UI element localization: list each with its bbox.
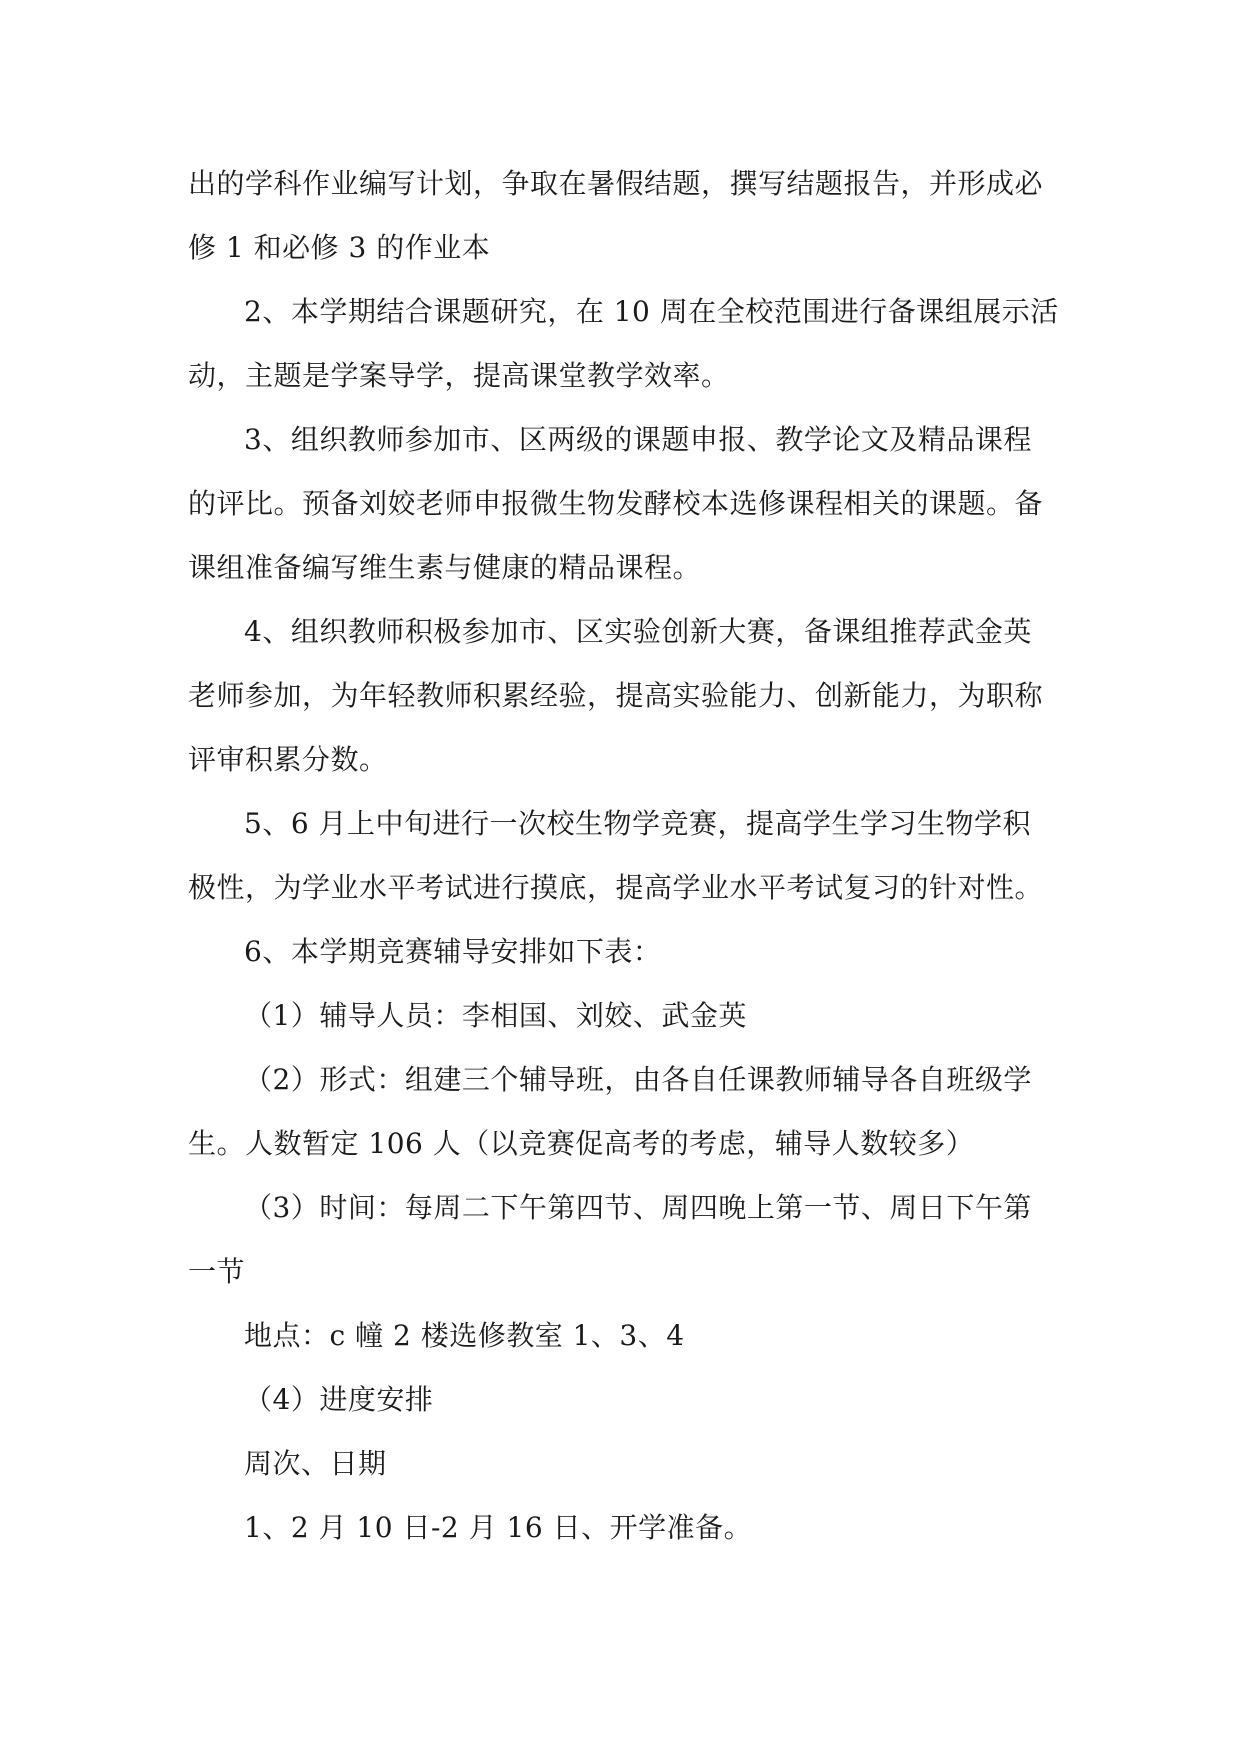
- text-line: 的评比。预备刘姣老师申报微生物发酵校本选修课程相关的课题。备: [188, 487, 1044, 520]
- text-line: 3、组织教师参加市、区两级的课题申报、教学论文及精品课程: [244, 423, 1032, 456]
- text-line: 极性，为学业水平考试进行摸底，提高学业水平考试复习的针对性。: [188, 871, 1044, 904]
- text-line: （3）时间：每周二下午第四节、周四晚上第一节、周日下午第: [244, 1191, 1032, 1224]
- text-line: 出的学科作业编写计划，争取在暑假结题，撰写结题报告，并形成必: [188, 167, 1044, 200]
- text-line: 1、2 月 10 日-2 月 16 日、开学准备。: [244, 1511, 753, 1544]
- text-line: 课组准备编写维生素与健康的精品课程。: [188, 551, 702, 584]
- text-line: 5、6 月上中旬进行一次校生物学竞赛，提高学生学习生物学积: [244, 807, 1032, 840]
- text-line: 4、组织教师积极参加市、区实验创新大赛，备课组推荐武金英: [244, 615, 1032, 648]
- text-line: （2）形式：组建三个辅导班，由各自任课教师辅导各自班级学: [244, 1063, 1032, 1096]
- document-body: [188, 152, 1058, 1560]
- text-line: 评审积累分数。: [188, 743, 388, 776]
- text-line: 老师参加，为年轻教师积累经验，提高实验能力、创新能力，为职称: [188, 679, 1044, 712]
- text-line: 修 1 和必修 3 的作业本: [188, 231, 491, 264]
- text-line: （4）进度安排: [244, 1383, 434, 1416]
- text-line: 动，主题是学案导学，提高课堂教学效率。: [188, 359, 730, 392]
- text-line: 2、本学期结合课题研究，在 10 周在全校范围进行备课组展示活: [244, 295, 1059, 328]
- text-line: 一节: [188, 1255, 246, 1288]
- text-line: 6、本学期竞赛辅导安排如下表：: [244, 935, 662, 968]
- text-line: （1）辅导人员：李相国、刘姣、武金英: [244, 999, 747, 1032]
- text-line: 周次、日期: [244, 1447, 387, 1480]
- text-line: 生。人数暂定 106 人（以竞赛促高考的考虑，辅导人数较多）: [188, 1127, 975, 1160]
- text-line: 地点：c 幢 2 楼选修教室 1、3、4: [244, 1319, 685, 1352]
